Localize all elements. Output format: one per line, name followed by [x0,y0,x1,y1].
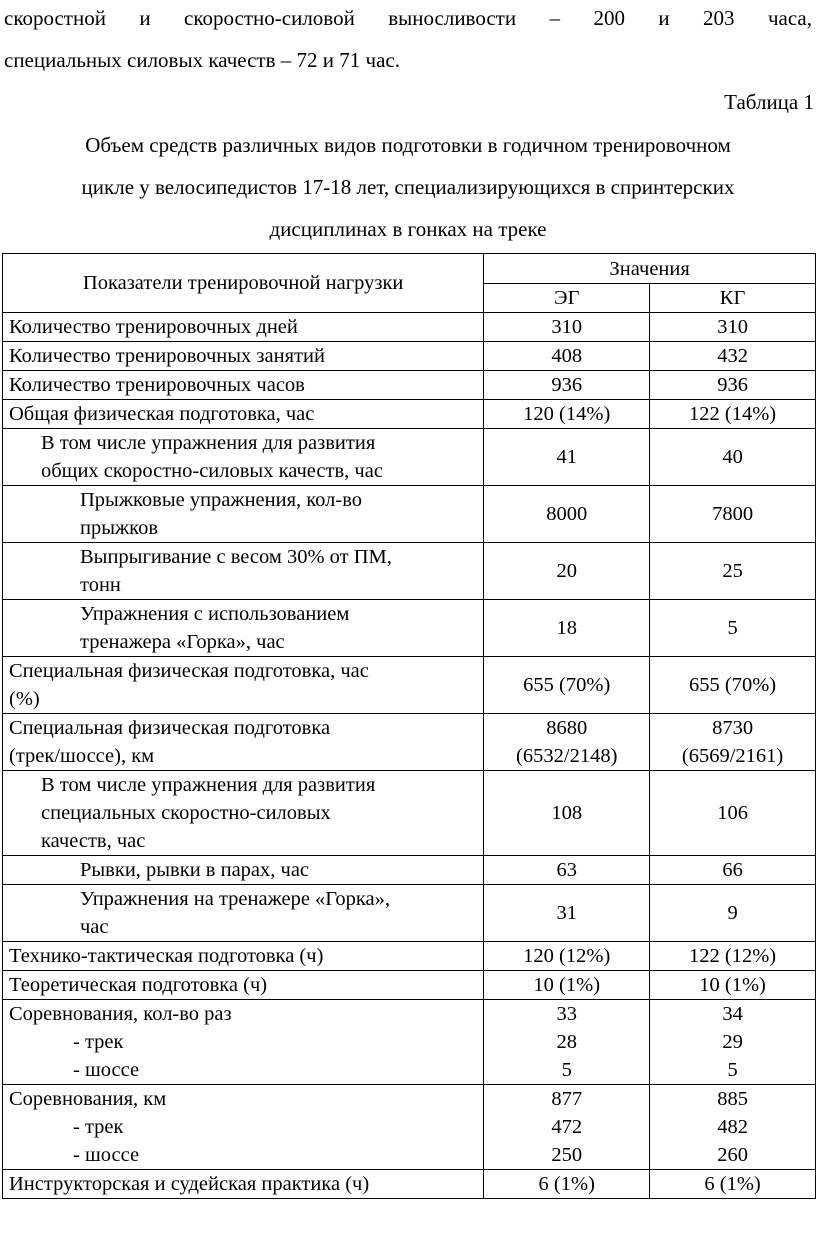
row-label-line: (трек/шоссе), км [9,745,155,767]
row-kg-value [650,714,816,771]
value-line: 29 [722,1031,743,1053]
row-eg-value: 63 [484,856,650,885]
table-row [3,856,816,885]
row-eg-value: 18 [484,600,650,657]
row-eg-value [484,1000,650,1085]
header-eg: ЭГ [484,284,650,313]
row-eg-value: 408 [484,342,650,371]
row-label-subline: - шоссе [73,1144,140,1166]
value-line: 877 [551,1088,583,1110]
row-kg-value: 25 [650,543,816,600]
row-label [3,885,484,942]
row-eg-value: 6 (1%) [484,1170,650,1199]
row-kg-value: 10 (1%) [650,971,816,1000]
intro-line-2: специальных силовых качеств – 72 и 71 час. [4,48,400,72]
intro-line-1: скоростной и скоростно-силовой выносливости – 200 и 203 часа, [4,6,812,30]
row-label [3,429,484,486]
row-eg-value: 120 (12%) [484,942,650,971]
table-caption [0,124,816,250]
row-kg-value: 122 (12%) [650,942,816,971]
value-line: 250 [551,1144,583,1166]
table-row [3,1085,816,1170]
table-row [3,429,816,486]
row-kg-value [650,1000,816,1085]
table-row [3,971,816,1000]
value-line: 33 [556,1003,577,1025]
value-line: 8730 [712,717,754,739]
row-label-line: тонн [80,574,121,596]
row-kg-value: 40 [650,429,816,486]
row-eg-value: 8000 [484,486,650,543]
table-row [3,600,816,657]
caption-line-3: дисциплинах в гонках на треке [269,217,547,241]
row-label: Рывки, рывки в парах, час [3,856,484,885]
value-line: 472 [551,1116,583,1138]
row-label-line: тренажера «Горка», час [80,631,285,653]
row-label-line: час [80,916,109,938]
row-label-line: прыжков [80,517,159,539]
table-row [3,714,816,771]
table-row [3,313,816,342]
value-line: 5 [727,1059,738,1081]
row-kg-value: 432 [650,342,816,371]
row-eg-value: 41 [484,429,650,486]
row-label-line: Упражнения на тренажере «Горка», [80,888,390,910]
row-kg-value: 7800 [650,486,816,543]
row-kg-value: 9 [650,885,816,942]
row-label: Инструкторская и судейская практика (ч) [3,1170,484,1199]
row-label-line: Выпрыгивание с весом 30% от ПМ, [80,546,392,568]
training-load-table [2,253,816,1199]
row-label-subline: - шоссе [73,1059,140,1081]
value-line: 28 [556,1031,577,1053]
row-label: Технико-тактическая подготовка (ч) [3,942,484,971]
row-eg-value: 655 (70%) [484,657,650,714]
row-eg-value: 108 [484,771,650,856]
value-line: 260 [717,1144,748,1166]
value-line: 5 [561,1059,572,1081]
row-label-line: Соревнования, км [9,1088,167,1110]
row-label-line: специальных скоростно-силовых [41,802,331,824]
table-row [3,1170,816,1199]
header-indicator: Показатели тренировочной нагрузки [3,254,484,313]
row-label [3,657,484,714]
row-eg-value: 310 [484,313,650,342]
row-eg-value: 936 [484,371,650,400]
row-eg-value [484,714,650,771]
row-kg-value: 936 [650,371,816,400]
table-row [3,543,816,600]
row-label [3,486,484,543]
row-kg-value: 310 [650,313,816,342]
table-row [3,771,816,856]
caption-line-1: Объем средств различных видов подготовки в годичном тренировочном [85,133,731,157]
row-label-line: (%) [9,688,40,710]
row-label-line: Специальная физическая подготовка, час [9,660,369,682]
table-row [3,942,816,971]
row-label-line: Соревнования, кол-во раз [9,1003,232,1025]
row-label [3,714,484,771]
row-eg-value: 10 (1%) [484,971,650,1000]
row-label: Количество тренировочных часов [3,371,484,400]
row-label-line: В том числе упражнения для развития [41,432,376,454]
value-line: 34 [722,1003,743,1025]
row-eg-value: 120 (14%) [484,400,650,429]
table-header-row [3,254,816,284]
row-label [3,600,484,657]
row-label-line: общих скоростно-силовых качеств, час [41,460,383,482]
table-row [3,657,816,714]
row-eg-value: 31 [484,885,650,942]
table-row [3,486,816,543]
value-line: 8680 [546,717,588,739]
row-label-line: Упражнения с использованием [80,603,350,625]
row-kg-value: 6 (1%) [650,1170,816,1199]
value-line: (6532/2148) [516,745,618,767]
row-label: Количество тренировочных занятий [3,342,484,371]
row-eg-value: 20 [484,543,650,600]
row-label: Количество тренировочных дней [3,313,484,342]
row-kg-value: 655 (70%) [650,657,816,714]
row-eg-value [484,1085,650,1170]
table-row [3,1000,816,1085]
row-label-line: качеств, час [41,830,146,852]
table-row [3,342,816,371]
table-row [3,885,816,942]
row-label-line: Прыжковые упражнения, кол-во [80,489,363,511]
row-label-line: В том числе упражнения для развития [41,774,376,796]
value-line: (6569/2161) [681,745,784,767]
row-label [3,543,484,600]
table-row [3,371,816,400]
row-kg-value [650,1085,816,1170]
row-kg-value: 66 [650,856,816,885]
row-label-subline: - трек [73,1031,124,1053]
caption-line-2: цикле у велосипедистов 17-18 лет, специализирующихся в спринтерских [81,175,735,199]
table-row [3,400,816,429]
row-label-subline: - трек [73,1116,124,1138]
header-kg: КГ [650,284,816,313]
row-kg-value: 122 (14%) [650,400,816,429]
row-label: Общая физическая подготовка, час [3,400,484,429]
row-label-line: Специальная физическая подготовка [9,717,331,739]
value-line: 482 [717,1116,748,1138]
row-label [3,1085,484,1170]
row-label: Теоретическая подготовка (ч) [3,971,484,1000]
row-kg-value: 5 [650,600,816,657]
row-label [3,771,484,856]
table-label: Таблица 1 [724,90,814,114]
header-values: Значения [484,254,816,284]
row-label [3,1000,484,1085]
row-kg-value: 106 [650,771,816,856]
value-line: 885 [717,1088,748,1110]
